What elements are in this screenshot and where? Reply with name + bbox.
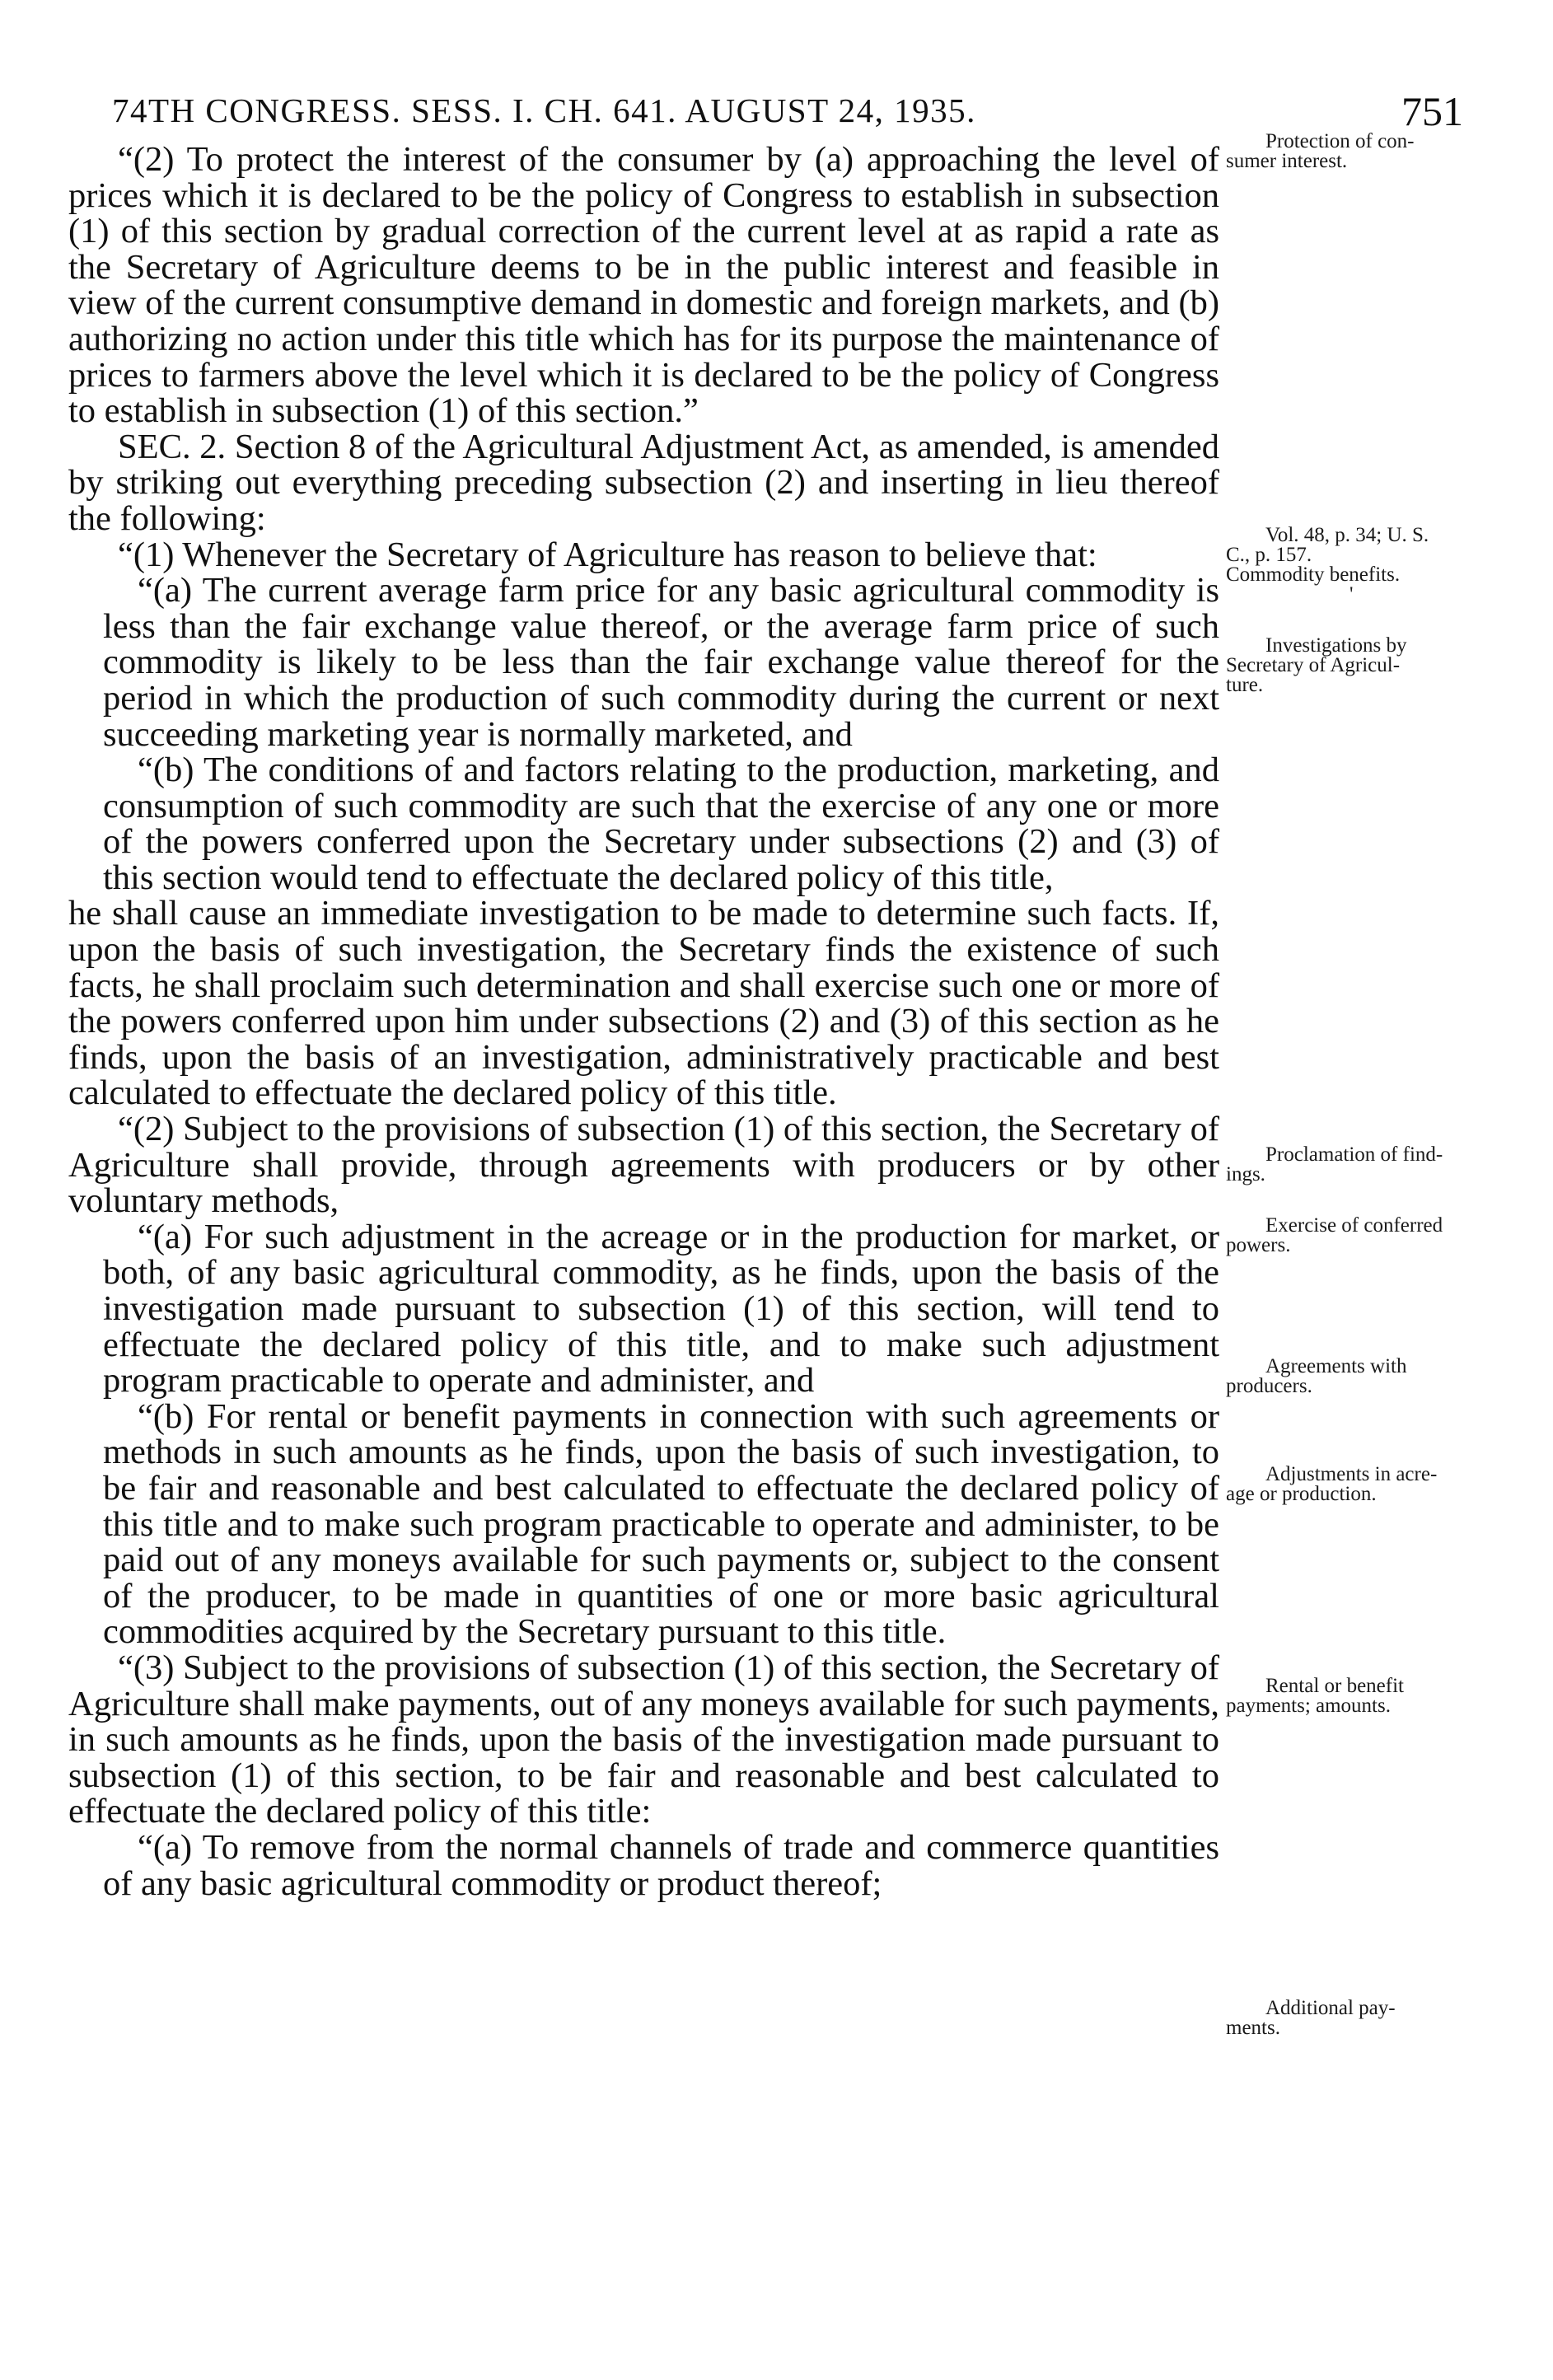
- margin-note-line: Rental or benefit: [1265, 1675, 1404, 1697]
- running-header: [112, 87, 1480, 137]
- margin-note-line: powers.: [1226, 1234, 1291, 1256]
- margin-note-adjustments: [1226, 1465, 1490, 1504]
- margin-note-line: Proclamation of find-: [1265, 1143, 1443, 1166]
- paragraph-subsection-2a: “(a) For such adjustment in the acreage or in the production for market, or both, of any basic agricultural commodity, as he finds, upon the basis of the investigation made pursuant to subsection (1) of this section, will tend to effectuate the declared policy of this title, and to make such adjustment program practicable to operate and administer, and: [103, 1217, 1219, 1400]
- paragraph-subsection-2b: “(b) For rental or benefit payments in connection with such agreements or methods in such amounts as he finds, upon the basis of such investigation, to be fair and reasonable and best calculated to effectuate the declared policy of this title and to make such program practicable to operate and administer, to be paid out of any moneys available for such payments or, subject to the consent of the producer, to be made in quantities of one or more basic agricultural commodities acquired by the Secretary pursuant to this title.: [103, 1396, 1219, 1652]
- margin-note-consumer-protection: [1226, 132, 1490, 171]
- margin-note-line: payments; amounts.: [1226, 1695, 1391, 1717]
- margin-note-line: Agreements with: [1265, 1355, 1407, 1377]
- margin-note-line: sumer interest.: [1226, 150, 1348, 172]
- margin-note-line: Adjustments in acre-: [1265, 1463, 1438, 1485]
- margin-note-line: Investigations by: [1265, 634, 1407, 657]
- paragraph-subsection-2: “(2) Subject to the provisions of subsection (1) of this section, the Secretary of Agriculture shall provide, through agreements with producers or by other voluntary methods,: [68, 1110, 1219, 1221]
- paragraph-consumer-protection: “(2) To protect the interest of the consumer by (a) approaching the level of prices which it is declared to be the policy of Congress to establish in subsection (1) of this section by gradual correction of the current level at as rapid a rate as the Secretary of Agriculture deems to be in the public interest and feasible in view of the current consumptive demand in domestic and foreign markets, and (b) authorizing no action under this title which has for its purpose the maintenance of prices to farmers above the level which it is declared to be the policy of Congress to establish in subsection (1) of this section.”: [68, 140, 1219, 431]
- page-number: 751: [1401, 88, 1463, 134]
- margin-note-agreements: [1226, 1357, 1490, 1396]
- paragraph-subsection-3: “(3) Subject to the provisions of subsection (1) of this section, the Secretary of Agriculture shall make payments, out of any moneys available for such payments, in such amounts as he finds, upon the basis of the investigation made pursuant to subsection (1) of this section, to be fair and reasonable and best calculated to effectuate the declared policy of this title:: [68, 1648, 1219, 1831]
- margin-note-commodity-benefits: [1226, 526, 1490, 605]
- margin-note-line: Commodity benefits.: [1226, 563, 1401, 586]
- margin-note-line: C., p. 157.: [1226, 544, 1312, 566]
- margin-note-line: Secretary of Agricul-: [1226, 654, 1401, 676]
- margin-note-line: age or production.: [1226, 1483, 1377, 1505]
- margin-note-line: Protection of con-: [1265, 130, 1415, 152]
- margin-note-line: ings.: [1226, 1163, 1265, 1185]
- paragraph-investigation: he shall cause an immediate investigation to be made to determine such facts. If, upon the basis of such investigation, the Secretary finds the existence of such facts, he shall proclaim such determination and shall exercise such one or more of the powers conferred upon him under subsections (2) and (3) of this section as he finds, upon the basis of an investigation, administratively practicable and best calculated to effectuate the declared policy of this title.: [68, 894, 1219, 1113]
- margin-note-line: ments.: [1226, 2017, 1280, 2039]
- statute-text: [68, 142, 1219, 1901]
- paragraph-subsection-1b: “(b) The conditions of and factors relating to the production, marketing, and consumption of such commodity are such that the exercise of any one or more of the powers conferred upon the Secretary under subsections (2) and (3) of this section would tend to effectuate the declared policy of this title,: [103, 750, 1219, 897]
- paragraph-subsection-1a: “(a) The current average farm price for any basic agricultural commodity is less than the fair exchange value thereof, or the average farm price of such commodity is likely to be less than the fair exchange value thereof for the period in which the production of such commodity during the current or next succeeding marketing year is normally marketed, and: [103, 571, 1219, 754]
- running-head: 74TH CONGRESS. SESS. I. CH. 641. AUGUST 24, 1935.: [112, 91, 976, 129]
- paragraph-subsection-3a: “(a) To remove from the normal channels of trade and commerce quantities of any basic agricultural commodity or product thereof;: [103, 1827, 1219, 1903]
- margin-note-line: ture.: [1226, 674, 1264, 696]
- margin-note-line: producers.: [1226, 1375, 1312, 1397]
- margin-note-rental-payments: [1226, 1676, 1490, 1716]
- margin-note-line: Exercise of conferred: [1265, 1214, 1443, 1237]
- paragraph-section-2: SEC. 2. Section 8 of the Agricultural Adjustment Act, as amended, is amended by striking out everything preceding subsection (2) and inserting in lieu thereof the following:: [68, 427, 1219, 538]
- margin-note-proclamation: [1226, 1145, 1490, 1185]
- margin-note-investigations: [1226, 636, 1490, 695]
- margin-note-mark: ': [1350, 583, 1354, 606]
- margin-note-exercise-powers: [1226, 1216, 1490, 1255]
- margin-note-line: Additional pay-: [1265, 1997, 1396, 2019]
- margin-note-additional-payments: [1226, 1999, 1490, 2038]
- paragraph-subsection-1: “(1) Whenever the Secretary of Agriculture has reason to believe that:: [118, 535, 1097, 574]
- margin-note-line: Vol. 48, p. 34; U. S.: [1265, 524, 1429, 546]
